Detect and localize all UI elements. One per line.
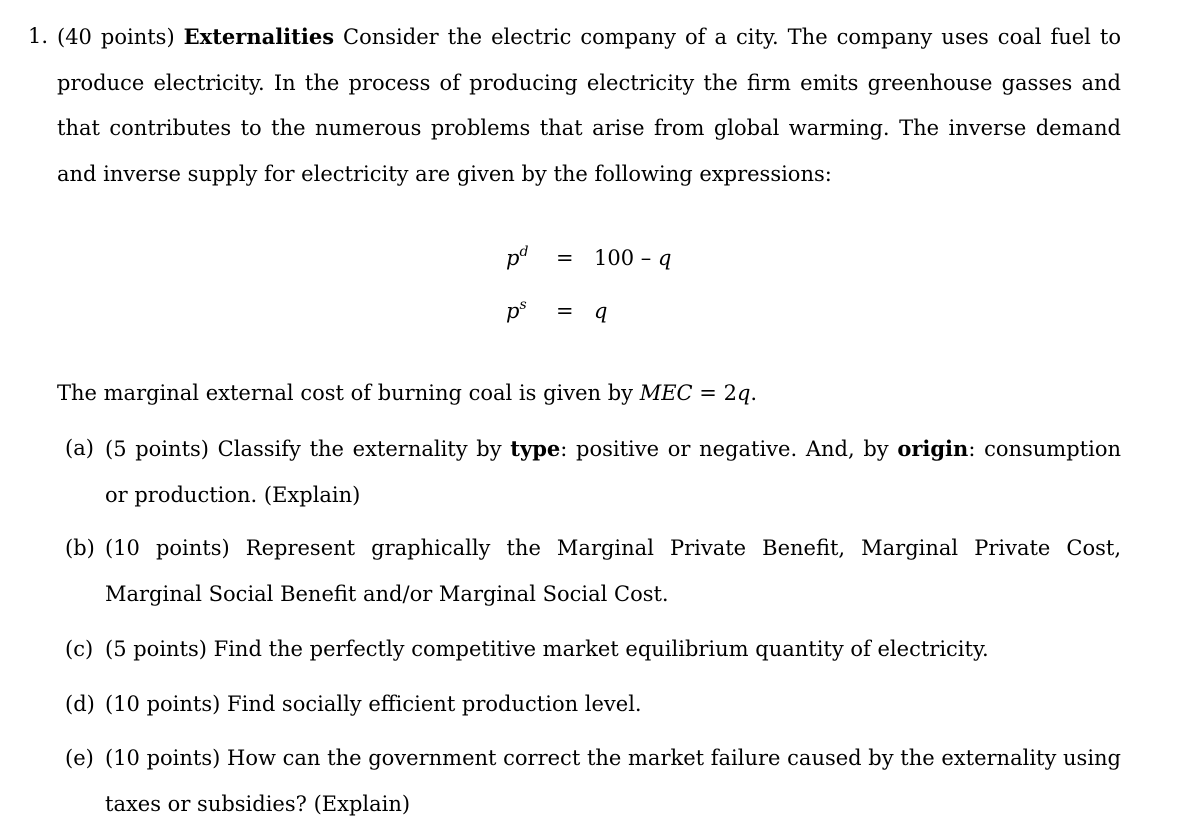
item-e bbox=[65, 736, 1121, 827]
item-a bbox=[65, 426, 1121, 518]
question-points: (40 points) bbox=[57, 25, 175, 49]
equation-demand-rhs: 100 – q bbox=[594, 246, 672, 270]
item-e-label: (e) bbox=[65, 746, 94, 770]
item-a-label: (a) bbox=[65, 436, 94, 460]
item-e-text: (10 points) How can the government correct the market failure caused by the externality using taxes or subsidies? (Explain) bbox=[105, 746, 1122, 816]
equation-supply-lhs: $p^s$ bbox=[506, 297, 527, 323]
equation-demand-lhs: $p^d$ bbox=[506, 244, 529, 270]
mec-symbol: MEC bbox=[639, 381, 693, 405]
question-intro bbox=[57, 14, 1121, 197]
item-c-text: (5 points) Find the perfectly competitive market equilibrium quantity of electricity. bbox=[105, 637, 989, 661]
equation-supply-rhs: q bbox=[594, 299, 608, 323]
item-b bbox=[65, 526, 1121, 617]
mec-statement: The marginal external cost of burning coal is given by MEC = 2q. bbox=[57, 381, 758, 405]
item-a-text: (5 points) Classify the externality by type: positive or negative. And, by origin: consumption or production. (Explain) bbox=[105, 436, 1121, 507]
item-d bbox=[65, 682, 1121, 728]
question-intro-text: Consider the electric company of a city. The company uses coal fuel to produce electricity. In the process of producing electricity the firm emits greenhouse gasses and that contributes to the numerous problems that arise from global warming. The inverse demand and inverse supply for electricity are given by the following expressions: bbox=[57, 25, 1121, 186]
equation-supply-op: = bbox=[556, 299, 574, 323]
item-d-text: (10 points) Find socially efficient production level. bbox=[105, 692, 642, 716]
item-b-text: (10 points) Represent graphically the Marginal Private Benefit, Marginal Private Cost, Marginal Social Benefit and/or Marginal Social Cost. bbox=[105, 536, 1121, 606]
question-topic: Externalities bbox=[183, 24, 335, 49]
equation-demand-op: = bbox=[556, 246, 574, 270]
item-b-label: (b) bbox=[65, 536, 95, 560]
item-d-label: (d) bbox=[65, 692, 95, 716]
question-number: 1. bbox=[28, 24, 49, 48]
item-c bbox=[65, 627, 1121, 673]
item-c-label: (c) bbox=[65, 637, 94, 661]
